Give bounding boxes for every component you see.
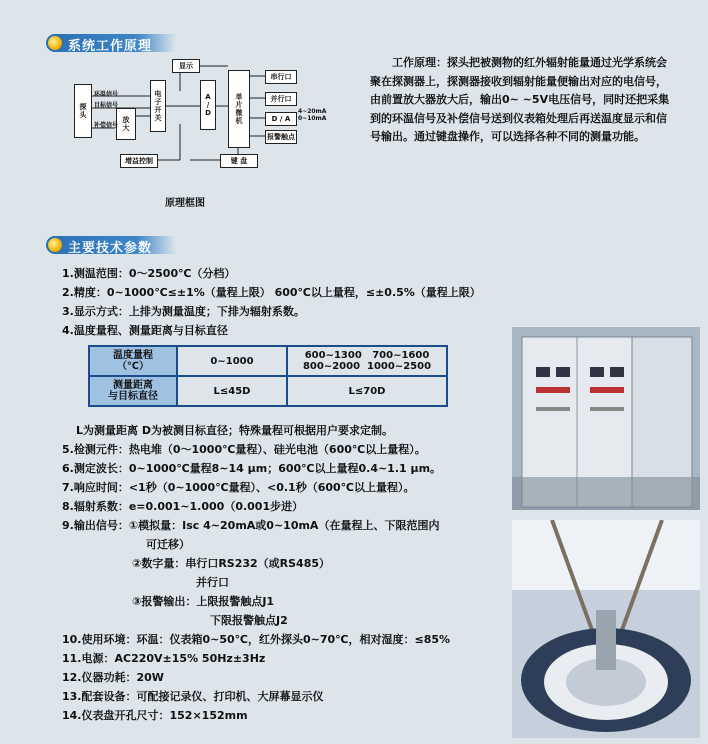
cabinet-photo (512, 327, 700, 510)
param-10: 10.使用环境：环温：仪表箱0~50℃，红外探头0~70℃，相对湿度：≤85% (62, 633, 451, 646)
parallel-port-block: 并行口 (265, 92, 297, 106)
range-table (88, 345, 448, 407)
env-signal-label: 环温信号 (94, 91, 119, 98)
gain-control-block: 增益控制 (120, 154, 158, 168)
param-9-alarm-low: 下限报警触点J2 (210, 614, 288, 627)
da-block: D / A (265, 112, 297, 126)
param-11: 11.电源：AC220V±15% 50Hz±3Hz (62, 652, 266, 665)
param-2: 2.精度：0~1000℃≤±1%（量程上限） 600℃以上量程，≤±0.5%（量程上限） (62, 286, 481, 299)
param-4: 4.温度量程、测量距离与目标直径 (62, 324, 228, 337)
param-6: 6.测定波长：0~1000℃量程8~14 μm；600℃以上量程0.4~1.1 μm。 (62, 462, 442, 475)
param-7: 7.响应时间：<1秒（0~1000℃量程）、<0.1秒（600℃以上量程）。 (62, 481, 415, 494)
bullet-icon (48, 238, 62, 252)
mcu-block: 单 片 微 机 (228, 70, 250, 148)
serial-port-block: 串行口 (265, 70, 297, 84)
param-9-digital: ②数字量：串行口RS232（或RS485） (132, 557, 331, 570)
param-9: 9.输出信号：①模拟量：Isc 4~20mA或0~10mA（在量程上、下限范围内 (62, 519, 440, 532)
table-row (89, 376, 447, 406)
table-header-cell: 温度量程 （℃） (89, 346, 177, 376)
table-cell: 600~1300 700~1600 800~2000 1000~2500 (287, 346, 447, 376)
table-header-cell: 测量距离 与目标直径 (89, 376, 177, 406)
target-signal-label: 目标信号 (94, 102, 119, 109)
ad-block: A / D (200, 80, 216, 130)
display-block: 显示 (172, 59, 200, 73)
param-9-alarm: ③报警输出：上限报警触点J1 (132, 595, 275, 608)
param-3: 3.显示方式：上排为测量温度；下排为辐射系数。 (62, 305, 305, 318)
probe-block: 探 头 (74, 84, 92, 138)
diagram-caption: 原理框图 (165, 198, 205, 209)
table-row (89, 346, 447, 376)
section-header-params (46, 236, 176, 254)
cabinet-illustration (512, 327, 700, 510)
keyboard-block: 键 盘 (220, 154, 258, 168)
param-12: 12.仪器功耗：20W (62, 671, 164, 684)
block-diagram (60, 56, 350, 176)
alarm-block: 报警触点 (265, 130, 297, 144)
section-header-principle (46, 34, 176, 52)
comp-signal-label: 补偿信号 (94, 122, 119, 129)
param-1: 1.测温范围：0～2500℃（分档） (62, 267, 236, 280)
bullet-icon (48, 36, 62, 50)
table-cell: L≤70D (287, 376, 447, 406)
amplifier-block: 放 大 (116, 108, 136, 140)
section-title: 系统工作原理 (68, 39, 153, 54)
section-title: 主要技术参数 (68, 241, 153, 256)
output-ma-label: 4~20mA 0~10mA (298, 108, 327, 122)
probe-photo (512, 520, 700, 738)
param-9-parallel: 并行口 (196, 576, 229, 589)
param-5: 5.检测元件：热电堆（0～1000℃量程）、硅光电池（600℃以上量程）。 (62, 443, 426, 456)
table-cell: L≤45D (177, 376, 287, 406)
param-13: 13.配套设备：可配接记录仪、打印机、大屏幕显示仪 (62, 690, 324, 703)
electronic-switch-block: 电 子 开 关 (150, 80, 166, 132)
param-9-cont: 可迁移） (146, 538, 190, 551)
table-note: L为测量距离 D为被测目标直径；特殊量程可根据用户要求定制。 (76, 424, 393, 437)
param-8: 8.辐射系数：e=0.001~1.000（0.001步进） (62, 500, 304, 513)
probe-illustration (512, 520, 700, 738)
principle-text: 工作原理：探头把被测物的红外辐射能量通过光学系统会聚在探测器上，探测器接收到辐射能量便输出对应的电信号，由前置放大器放大后，输出0~ ~5V电压信号，同时还把采集到的环温信号及补偿信号送到仪表箱处理后再送温度显示和信号输出。通过键盘操作，可以选择各种不同的测量功能。 (370, 56, 670, 143)
table-cell: 0~1000 (177, 346, 287, 376)
param-14: 14.仪表盘开孔尺寸：152×152mm (62, 709, 248, 722)
